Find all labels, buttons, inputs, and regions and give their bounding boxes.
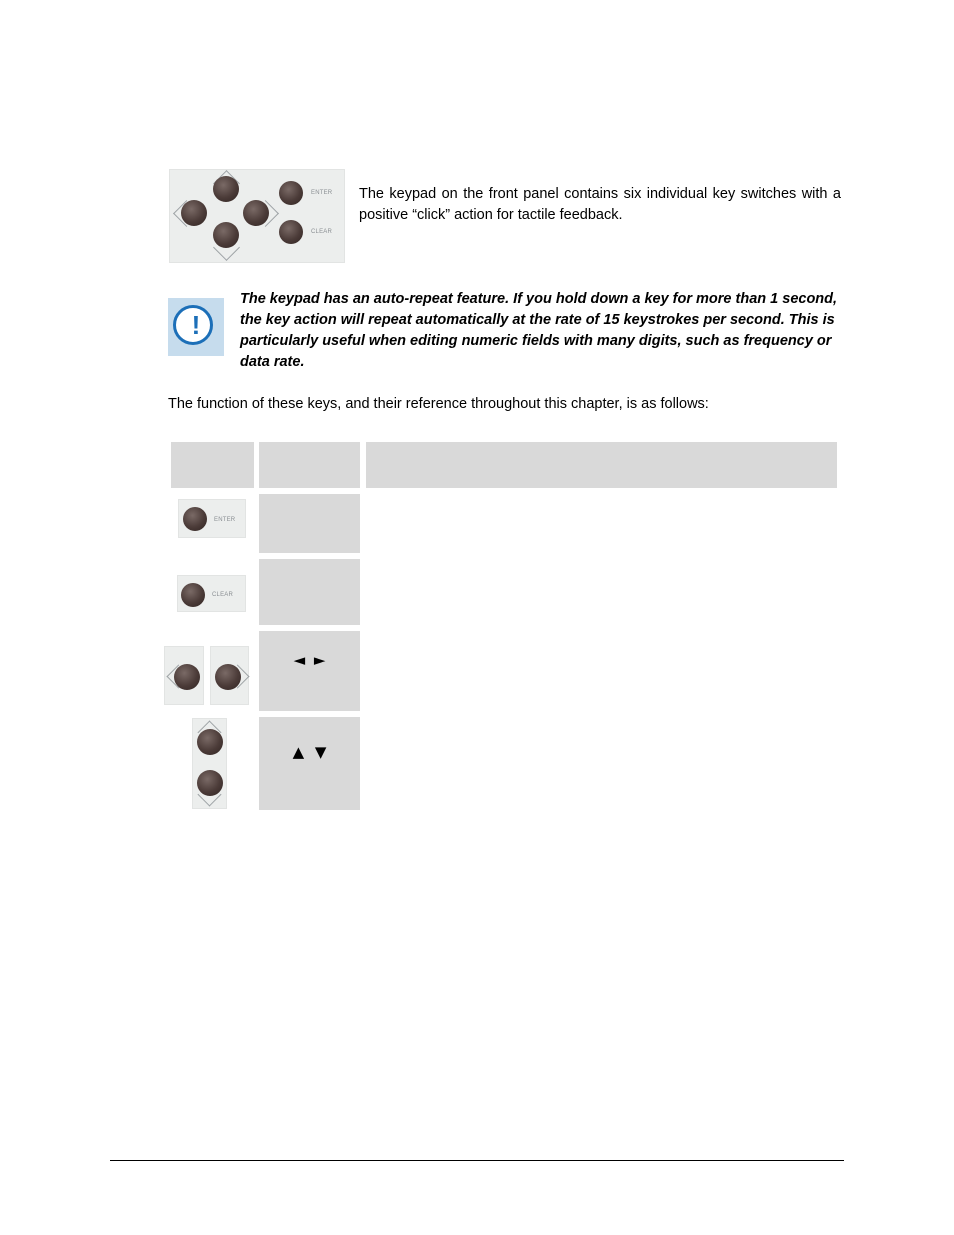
table-header-key [171, 442, 254, 488]
left-right-arrow-symbols: ◄ ► [293, 651, 326, 669]
clear-key-label: CLEAR [311, 229, 333, 235]
exclamation-circle-icon: ! [168, 298, 224, 356]
clear-key-label: CLEAR [212, 592, 234, 598]
table-header-name [259, 442, 360, 488]
table-row-enter-name [259, 494, 360, 553]
right-key [243, 200, 269, 226]
clear-key [181, 583, 205, 607]
up-down-arrow-symbols: ▲ ▼ [292, 743, 327, 761]
right-key [215, 664, 241, 690]
keypad-description: The keypad on the front panel contains six individual key switches with a positive “click” action for tactile feedback. [359, 186, 841, 223]
clear-key-image [177, 575, 246, 612]
left-key [181, 200, 207, 226]
enter-key-image [178, 499, 246, 538]
down-key [213, 222, 239, 248]
clear-key [279, 220, 303, 244]
table-row-arrows-ud-name [259, 717, 360, 810]
up-down-key-image [192, 718, 227, 809]
enter-key-label: ENTER [311, 190, 333, 196]
enter-key [183, 507, 207, 531]
footer-rule [110, 1160, 844, 1161]
auto-repeat-notice: The keypad has an auto-repeat feature. If you hold down a key for more than 1 second, the key action will repeat automatically at the rate of 15 keystrokes per second. This is particularly useful when editing numeric fields with many digits, such as frequency or data rate. [240, 291, 838, 370]
up-key [197, 729, 223, 755]
left-key-image [164, 646, 204, 705]
enter-key [279, 181, 303, 205]
table-row-arrows-lr-name [259, 631, 360, 711]
table-row-clear-name [259, 559, 360, 625]
keypad-image [169, 169, 345, 263]
left-key [174, 664, 200, 690]
right-key-image [210, 646, 249, 705]
enter-key-label: ENTER [214, 517, 236, 523]
up-key [213, 176, 239, 202]
function-intro: The function of these keys, and their reference throughout this chapter, is as follows: [168, 396, 709, 412]
table-header-function [366, 442, 837, 488]
